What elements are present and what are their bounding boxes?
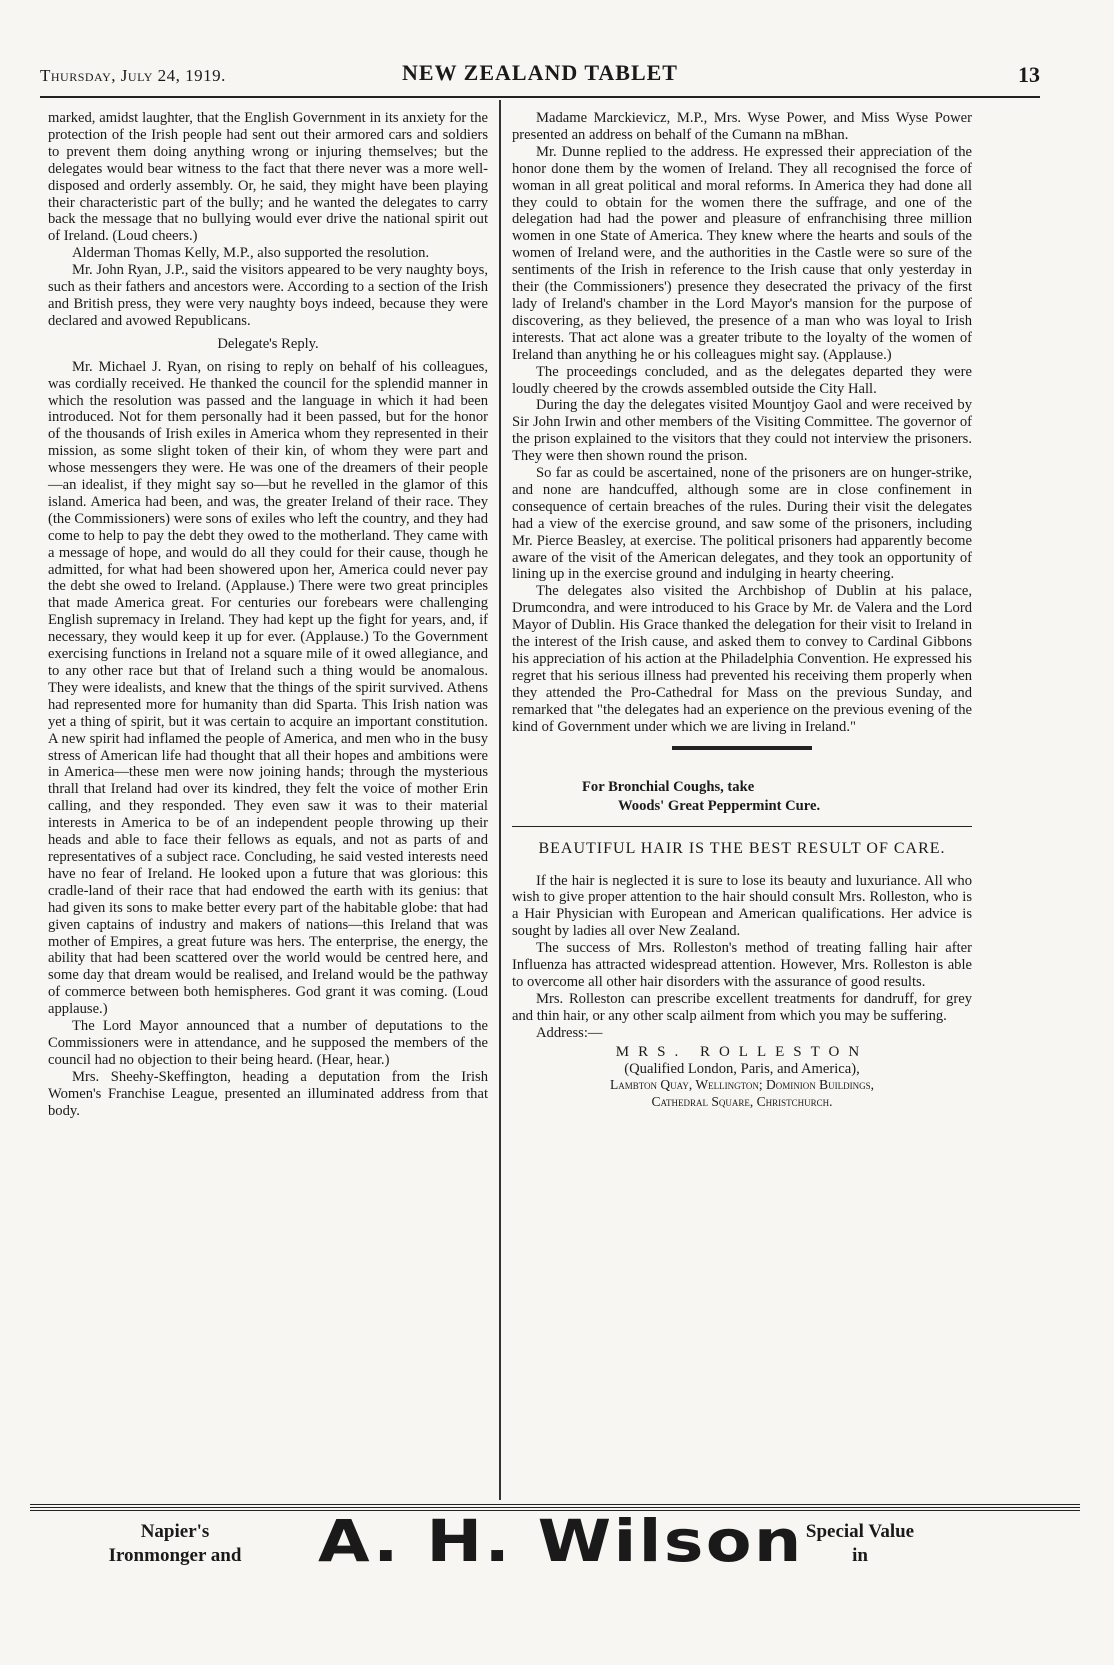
header-rule — [40, 96, 1040, 98]
footer-right-line1: Special Value — [805, 1521, 915, 1542]
article-paragraph: Madame Marckievicz, M.P., Mrs. Wyse Power, and Miss Wyse Power presented an address on behalf of the Cumann na mBhan. — [512, 110, 972, 143]
ad-paragraph: The success of Mrs. Rolleston's method of treating falling hair after Influenza has attracted widespread attention. However, Mrs. Rolleston is able to overcome all other hair disorders with the assurance of good results. — [512, 940, 972, 990]
ad-address-line: Lambton Quay, Wellington; Dominion Buildings, — [609, 1077, 875, 1093]
ad-qualification: (Qualified London, Paris, and America), — [624, 1060, 860, 1077]
section-subheading: Delegate's Reply. — [217, 335, 319, 352]
column-divider — [499, 100, 501, 1500]
article-paragraph: Mrs. Sheehy-Skeffington, heading a deputation from the Irish Women's Franchise League, presented an illuminated address from that body. — [48, 1068, 488, 1119]
left-column — [48, 110, 488, 1119]
article-paragraph: Mr. John Ryan, J.P., said the visitors appeared to be very naughty boys, such as their fathers and ancestors were. According to a section of the Irish and British press, they were very naughty boys indeed, because they were declared and avowed Republicans. — [48, 262, 488, 329]
article-paragraph: During the day the delegates visited Mountjoy Gaol and were received by Sir John Irwin and other members of the Visiting Committee. The governor of the prison explained to the visitors that they could not interview the prisoners. They were then shown round the prison. — [512, 397, 972, 465]
page-header — [40, 60, 1040, 92]
ad-paragraph: Mrs. Rolleston can prescribe excellent treatments for dandruff, for grey and thin hair, or any other scalp ailment from which you may be suffering. — [512, 990, 972, 1024]
footer-ad-right — [760, 1520, 960, 1568]
ad-address-line: Cathedral Square, Christchurch. — [651, 1093, 833, 1109]
footer-right-line2: in — [852, 1545, 868, 1566]
footer-left-line2: Ironmonger and — [108, 1545, 242, 1566]
ad-heading: BEAUTIFUL HAIR IS THE BEST RESULT OF CARE. — [538, 839, 946, 857]
right-column — [512, 110, 972, 1110]
footer-ad-left — [70, 1520, 280, 1568]
ad-rolleston-hair — [512, 839, 972, 1111]
issue-date: Thursday, July 24, 1919. — [40, 66, 226, 85]
footer-left-line1: Napier's — [140, 1521, 210, 1542]
article-paragraph: The proceedings concluded, and as the delegates departed they were loudly cheered by the crowds assembled outside the City Hall. — [512, 363, 972, 397]
article-paragraph: The delegates also visited the Archbishop of Dublin at his palace, Drumcondra, and were introduced to his Grace by Mr. de Valera and the Lord Mayor of Dublin. His Grace thanked the delegation for their visit to Ireland in the interest of the Irish cause, and asked them to convey to Cardinal Gibbons his appreciation of his action at the Philadelphia Convention. He expressed his regret that his serious illness had prevented his receiving them properly when they attended the Pro-Cathedral for Mass on the previous Sunday, and remarked that "the delegates had an experience on the previous evening of the kind of Government under which we are living in Ireland." — [512, 583, 972, 735]
ad-name: MRS. ROLLESTON — [615, 1043, 869, 1060]
ad-address-label: Address:— — [536, 1024, 603, 1041]
article-end-rule — [672, 746, 812, 750]
article-paragraph: So far as could be ascertained, none of the prisoners are on hunger-strike, and none are handcuffed, although some are in close confinement in consequence of certain breaches of the rules. During their visit the delegates had a view of the exercise ground, and saw some of the prisoners, including Mr. Pierce Beasley, at exercise. The political prisoners had apparently become aware of the visit of the American delegates, and they took an opportunity of lining up in the exercise ground and indulging in hearty cheering. — [512, 465, 972, 583]
page-number: 13 — [1018, 62, 1040, 87]
footer-brand-name: A. H. Wilson — [318, 1507, 804, 1575]
article-paragraph: marked, amidst laughter, that the English Government in its anxiety for the protection of the Irish people had sent out their armored cars and soldiers to prevent them doing anything wrong or injuring themselves; but the delegates would bear witness to the fact that there never was a more well-disposed and orderly assembly. Or, he said, they might have been playing their characteristic part of the bully; and he wanted the delegates to carry back the message that no bullying would ever drive the national spirit out of Ireland. (Loud cheers.) — [48, 110, 488, 245]
article-paragraph: The Lord Mayor announced that a number of deputations to the Commissioners were in attendance, and he supposed the members of the council had no objection to their being heard. (Hear, hear.) — [48, 1018, 488, 1068]
ad-divider — [512, 826, 972, 827]
ad-bronchial-line2: Woods' Great Peppermint Cure. — [618, 797, 821, 814]
ad-bronchial-cure — [582, 778, 972, 816]
article-paragraph: Alderman Thomas Kelly, M.P., also supported the resolution. — [72, 245, 430, 262]
ad-paragraph: If the hair is neglected it is sure to lose its beauty and luxuriance. All who wish to give proper attention to the hair should consult Mrs. Rolleston, who is a Hair Physician with European and American qualifications. Her advice is sought by ladies all over New Zealand. — [512, 872, 972, 940]
masthead-title: NEW ZEALAND TABLET — [402, 60, 678, 85]
article-paragraph: Mr. Michael J. Ryan, on rising to reply on behalf of his colleagues, was cordially received. He thanked the council for the splendid manner in which the resolution was passed and the language in which it had been introduced. Not for them personally had it been passed, but for the honor of the thousands of Irish exiles in America whom they represented in their mission, as some slight token of their kin, of whom they were part and whose messengers they were. He was one of the dreamers of their people—an idealist, if they might say so—but he revelled in the glamor of this island. America had been, and was, the greater Ireland of their race. They (the Commissioners) were sons of exiles who left the country, and they had come to help to pay the debt they owed to the motherland. They came with a message of hope, and would do all they could for their cause, though he admitted, for what had been showered upon her, America could never pay the debt she owed to Ireland. (Applause.) There were two great principles that made America great. For centuries our forebears were challenging English supremacy in Ireland. They had kept up the fight for years, and, if necessary, they would keep it up for ever. (Applause.) To the Government exercising functions in Ireland not a square mile of it owed allegiance, and to any other race but that of Ireland such a thing would be anomalous. They were idealists, and knew that the things of the spirit survived. Athens had represented more for humanity than did Sparta. This Irish nation was yet a thing of spirit, but it was certain to acquire an important constitution. A new spirit had inflamed the people of America, and men who in the busy stress of American life had thought that all their hopes and ambitions were in America—these men were now joining hands; through the mysterious thrall that Ireland had over its kindred, they felt the voice of mother Erin calling, and they responded. They even saw it was to their material interests in America to be of an independent people throwing up their heads and able to face their fellows as equals, and not as parts of and representatives of a subject race. Concluding, he said vested interests need have no fear of Ireland. He looked upon a future that was glorious: this cradle-land of their race that had endowed the earth with its genius: that had given its sons to make better every part of the habitable globe: that had given captains of industry and makers of nations—this Ireland that was mother of Empires, a great future was hers. The enterprise, the energy, the ability that had been scattered over the world would be centred here, and some day that dream would be realised, and Ireland would be the pathway of commerce between both hemispheres. God grant it was coming. (Loud applause.) — [48, 358, 488, 1018]
ad-bronchial-line1: For Bronchial Coughs, take — [582, 778, 755, 795]
article-paragraph: Mr. Dunne replied to the address. He expressed their appreciation of the honor done them by the women of Ireland. They all recognised the force of woman in all great political and moral reforms. In America they had done all they could to obtain for the women there the suffrage, and one of the delegation had had the power and pleasure of enfranchising three million women in one State of America. They knew where the hearts and souls of the women of Ireland were, and the authorities in the Castle were so sure of the sentiments of the Irish in reference to the Irish cause that only yesterday in their (the Commissioners') presence they desecrated the privacy of the first lady of Ireland's chamber in the Lord Mayor's mansion for the purpose of discovering, as they believed, the presence of a man who was loyal to Irish interests. That act alone was a greater tribute to the loyalty of the women of Ireland than anything he or his colleagues might say. (Applause.) — [512, 143, 972, 363]
